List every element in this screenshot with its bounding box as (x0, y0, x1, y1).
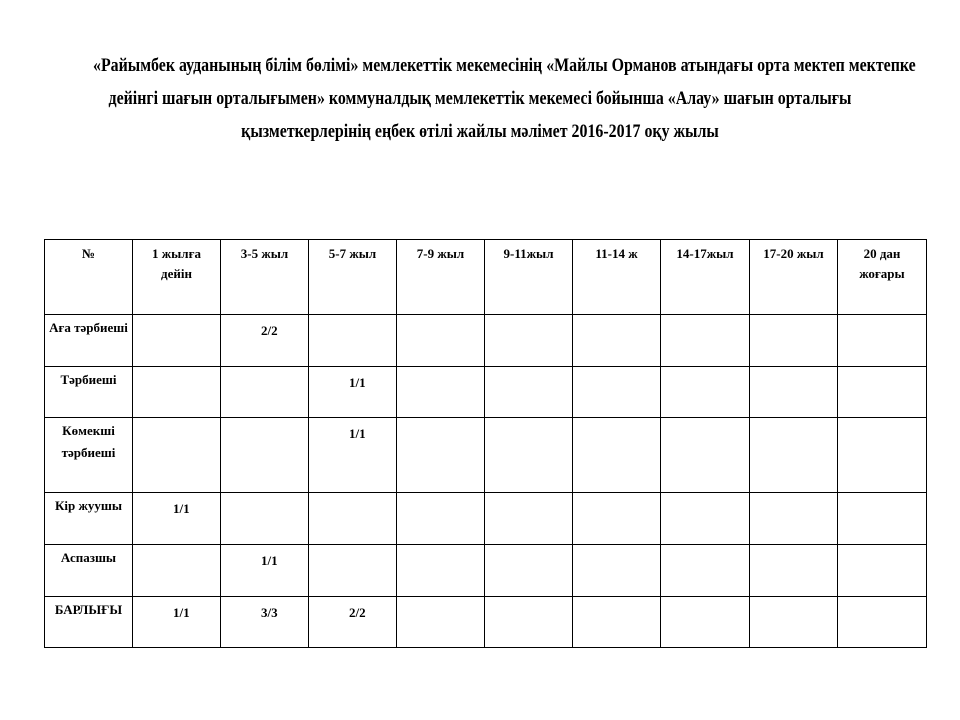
page-title (93, 50, 916, 149)
column-header: 5-7 жыл (309, 240, 397, 315)
table-cell (221, 493, 309, 545)
column-header: 3-5 жыл (221, 240, 309, 315)
table-cell (133, 315, 221, 367)
work-experience-table (44, 239, 927, 648)
table-cell: 2/2 (309, 597, 397, 648)
table-row-total (45, 597, 927, 648)
table-cell: 1/1 (309, 367, 397, 418)
table-cell (661, 493, 750, 545)
column-header: 14-17жыл (661, 240, 750, 315)
table-cell (221, 367, 309, 418)
table-cell (750, 545, 838, 597)
column-header-number: № (45, 240, 133, 315)
table-cell (838, 418, 927, 493)
table-cell (750, 597, 838, 648)
title-line-3: қызметкерлерінің еңбек өтілі жайлы мәлімет 2016-2017 оқу жылы (241, 122, 719, 142)
table-row (45, 418, 927, 493)
table-cell (397, 418, 485, 493)
table-cell (661, 315, 750, 367)
table-cell (573, 418, 661, 493)
table-cell: 1/1 (133, 597, 221, 648)
row-label: Аспазшы (45, 545, 133, 597)
table-cell (485, 493, 573, 545)
column-header: 17-20 жыл (750, 240, 838, 315)
table-cell (397, 367, 485, 418)
row-label: Тәрбиеші (45, 367, 133, 418)
column-header: 1 жылға дейін (133, 240, 221, 315)
table-cell (838, 545, 927, 597)
table-cell: 1/1 (133, 493, 221, 545)
table-cell (397, 545, 485, 597)
table-cell (573, 315, 661, 367)
table-cell: 2/2 (221, 315, 309, 367)
row-label: Кір жуушы (45, 493, 133, 545)
table-cell (573, 367, 661, 418)
table-cell (485, 418, 573, 493)
table-cell (661, 367, 750, 418)
table-cell (750, 367, 838, 418)
table-cell (309, 493, 397, 545)
table-cell (750, 418, 838, 493)
table-row (45, 493, 927, 545)
table-cell (838, 597, 927, 648)
table-cell (661, 597, 750, 648)
table-row (45, 367, 927, 418)
table-row (45, 545, 927, 597)
table-cell (221, 418, 309, 493)
column-header: 20 дан жоғары (838, 240, 927, 315)
table-cell (133, 418, 221, 493)
table-header-row (45, 240, 927, 315)
table-cell (397, 493, 485, 545)
table-cell (661, 418, 750, 493)
table-cell (573, 493, 661, 545)
table-cell (485, 315, 573, 367)
table-cell (838, 367, 927, 418)
table-row (45, 315, 927, 367)
table-cell (309, 315, 397, 367)
column-header: 7-9 жыл (397, 240, 485, 315)
table-cell (133, 367, 221, 418)
table-cell (661, 545, 750, 597)
column-header: 11-14 ж (573, 240, 661, 315)
table-cell (485, 597, 573, 648)
row-label: БАРЛЫҒЫ (45, 597, 133, 648)
table-cell (573, 545, 661, 597)
table-cell: 1/1 (309, 418, 397, 493)
title-line-2: дейінгі шағын орталығымен» коммуналдық мемлекеттік мекемесі бойынша «Алау» шағын орталығы (108, 89, 852, 109)
table-cell (838, 315, 927, 367)
table-cell (750, 315, 838, 367)
table-cell: 3/3 (221, 597, 309, 648)
table-cell (485, 367, 573, 418)
table-cell: 1/1 (221, 545, 309, 597)
table-cell (309, 545, 397, 597)
row-label: Аға тәрбиеші (45, 315, 133, 367)
table-cell (485, 545, 573, 597)
column-header: 9-11жыл (485, 240, 573, 315)
title-line-1: «Райымбек ауданының білім бөлімі» мемлекеттік мекемесінің «Майлы Орманов атындағы орта мектеп мектепке (93, 56, 916, 76)
table-cell (397, 315, 485, 367)
table-cell (573, 597, 661, 648)
table-cell (133, 545, 221, 597)
table-cell (750, 493, 838, 545)
table-cell (838, 493, 927, 545)
row-label: Көмекші тәрбиеші (45, 418, 133, 493)
table-cell (397, 597, 485, 648)
